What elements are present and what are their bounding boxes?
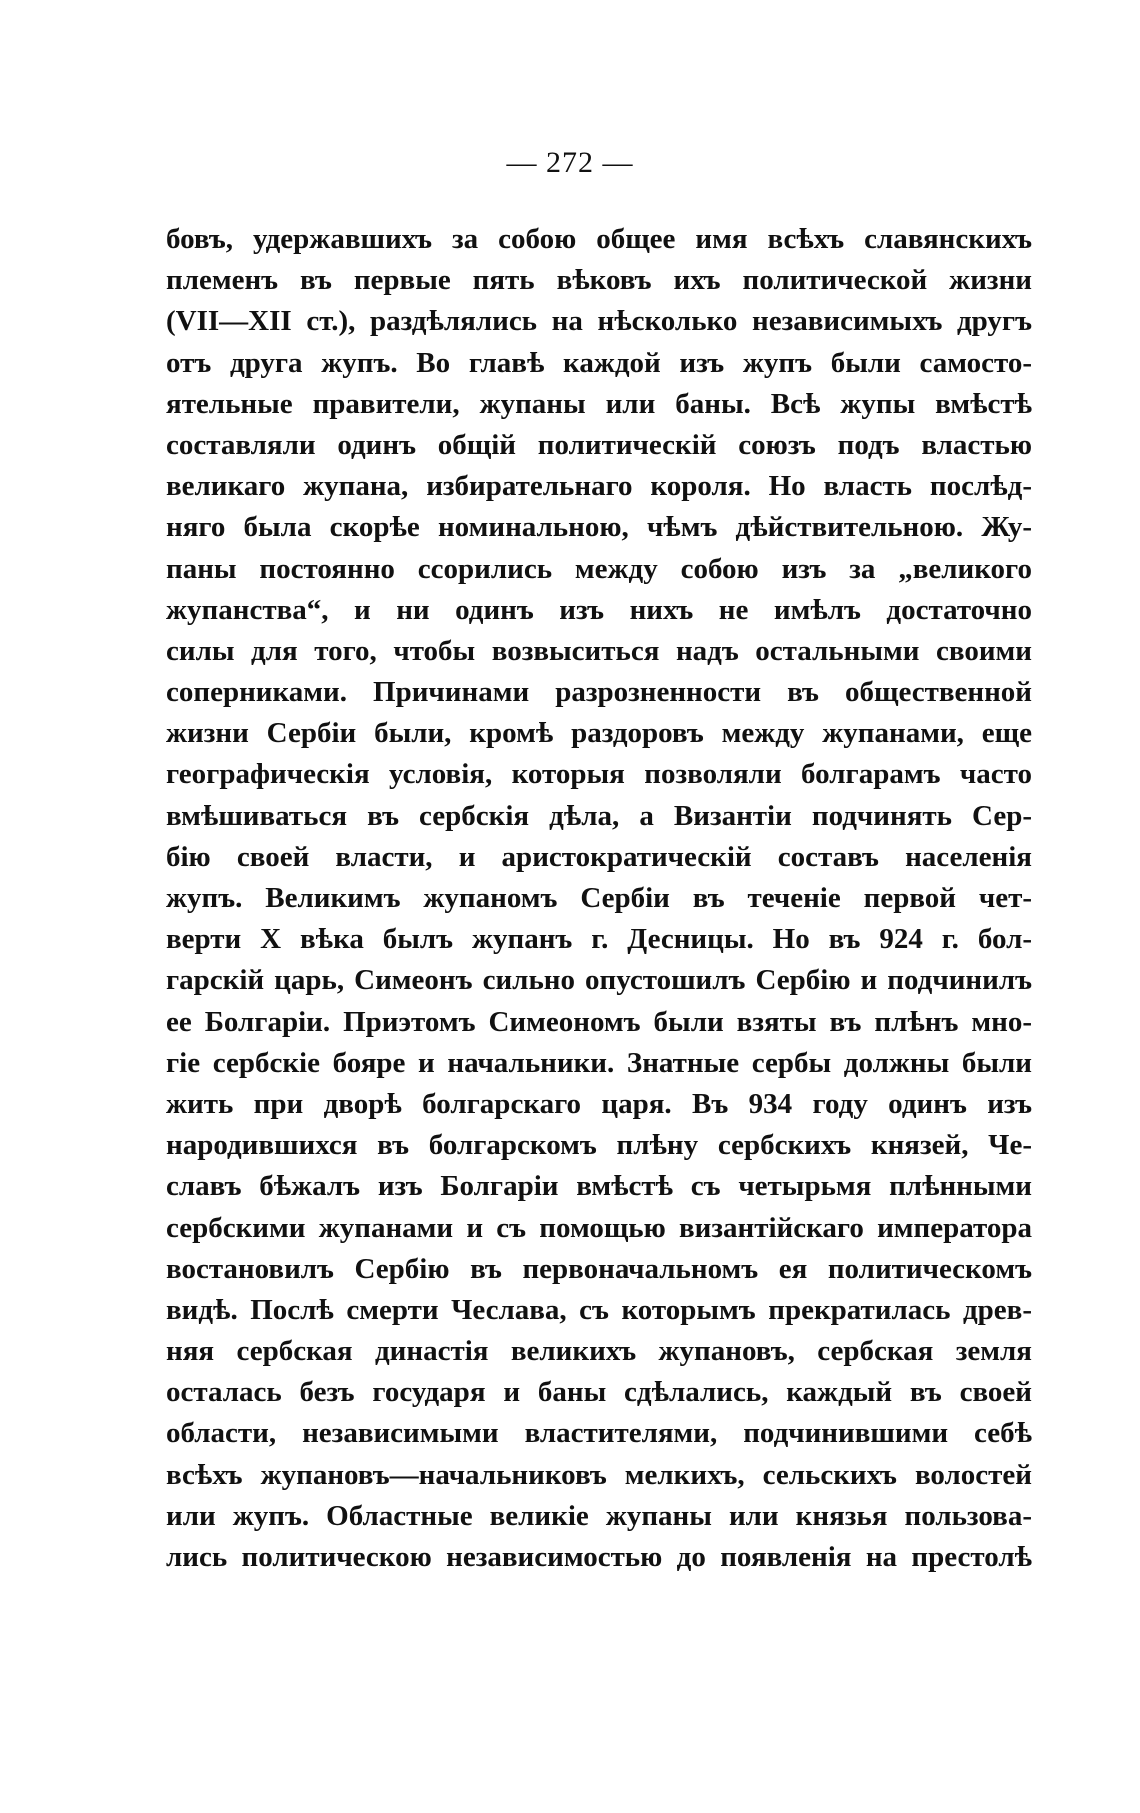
text-line: области, независимыми властителями, подчинившими себѣ bbox=[166, 1417, 1032, 1450]
text-line: сербскими жупанами и съ помощью византійскаго императора bbox=[166, 1211, 1032, 1244]
text-line: великаго жупана, избирательнаго короля. Но власть послѣд- bbox=[166, 470, 1032, 503]
text-line: ятельные правители, жупаны или баны. Всѣ жупы вмѣстѣ bbox=[166, 387, 1032, 420]
text-line: географическія условія, которыя позволяли болгарамъ часто bbox=[166, 758, 1032, 791]
text-line: или жупъ. Областные великіе жупаны или князья пользова- bbox=[166, 1499, 1032, 1532]
text-line: народившихся въ болгарскомъ плѣну сербскихъ князей, Че- bbox=[166, 1129, 1032, 1162]
text-line: верти X вѣка былъ жупанъ г. Десницы. Но въ 924 г. бол- bbox=[166, 923, 1032, 956]
text-line: бію своей власти, и аристократическій составъ населенія bbox=[166, 840, 1032, 873]
text-line: ее Болгаріи. Приэтомъ Симеономъ были взяты въ плѣнъ мно- bbox=[166, 1005, 1032, 1038]
text-line: гарскій царь, Симеонъ сильно опустошилъ Сербію и подчинилъ bbox=[166, 964, 1032, 997]
text-line: всѣхъ жупановъ—начальниковъ мелкихъ, сельскихъ волостей bbox=[166, 1458, 1032, 1491]
page-number: — 272 — bbox=[506, 146, 634, 179]
text-line: жупанства“, и ни одинъ изъ нихъ не имѣлъ достаточно bbox=[166, 593, 1032, 626]
text-line: силы для того, чтобы возвыситься надъ остальными своими bbox=[166, 634, 1032, 667]
text-line: славъ бѣжалъ изъ Болгаріи вмѣстѣ съ четырьмя плѣнными bbox=[166, 1170, 1032, 1203]
text-line: бовъ, удержавшихъ за собою общее имя всѣхъ славянскихъ bbox=[166, 223, 1032, 255]
text-line: лись политическою независимостью до появленія на престолѣ bbox=[166, 1541, 1032, 1573]
text-line: соперниками. Причинами разрозненности въ общественной bbox=[166, 676, 1032, 709]
text-line: отъ друга жупъ. Во главѣ каждой изъ жупъ были самосто- bbox=[166, 346, 1032, 379]
text-line: жупъ. Великимъ жупаномъ Сербіи въ теченіе первой чет- bbox=[166, 882, 1032, 914]
text-line: гіе сербскіе бояре и начальники. Знатные сербы должны были bbox=[166, 1046, 1032, 1079]
text-line: вмѣшиваться въ сербскія дѣла, а Византіи подчинять Сер- bbox=[166, 799, 1032, 832]
text-line: осталась безъ государя и баны сдѣлались, каждый въ своей bbox=[166, 1376, 1032, 1409]
text-line: составляли одинъ общій политическій союзъ подъ властью bbox=[166, 428, 1032, 461]
body-text bbox=[166, 219, 1032, 1578]
text-line: видѣ. Послѣ смерти Чеслава, съ которымъ прекратилась древ- bbox=[166, 1293, 1032, 1326]
text-line: жизни Сербіи были, кромѣ раздоровъ между жупанами, еще bbox=[166, 717, 1032, 750]
text-line: востановилъ Сербію въ первоначальномъ ея политическомъ bbox=[166, 1252, 1032, 1285]
text-line: жить при дворѣ болгарскаго царя. Въ 934 году одинъ изъ bbox=[166, 1087, 1032, 1120]
text-line: няя сербская династія великихъ жупановъ, сербская земля bbox=[166, 1335, 1032, 1368]
text-line: (VII—XII ст.), раздѣлялись на нѣсколько независимыхъ другъ bbox=[166, 305, 1032, 338]
text-line: няго была скорѣе номинальною, чѣмъ дѣйствительною. Жу- bbox=[166, 511, 1032, 544]
text-line: паны постоянно ссорились между собою изъ за „великого bbox=[166, 552, 1032, 585]
text-line: племенъ въ первые пять вѣковъ ихъ политической жизни bbox=[166, 264, 1032, 297]
